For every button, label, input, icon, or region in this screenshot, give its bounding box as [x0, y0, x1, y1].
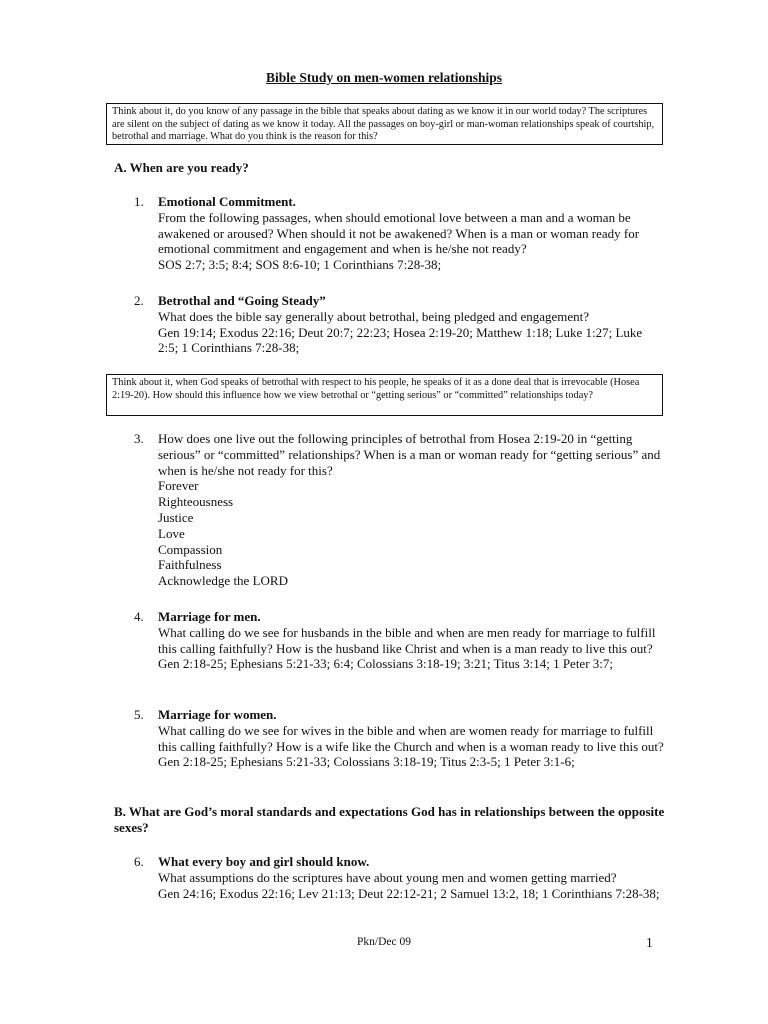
- principles-list: [158, 478, 664, 589]
- item-every-boy-girl: [134, 854, 664, 901]
- item-references: SOS 2:7; 3:5; 8:4; SOS 8:6-10; 1 Corinthians 7:28-38;: [158, 257, 442, 273]
- item-betrothal-principles: [134, 431, 664, 589]
- item-number: 4.: [134, 609, 144, 624]
- item-heading: Betrothal and “Going Steady”: [158, 293, 326, 308]
- item-references: Gen 24:16; Exodus 22:16; Lev 21:13; Deut 22:12-21; 2 Samuel 13:2, 18; 1 Corinthians 7:28-38;: [158, 885, 660, 901]
- item-emotional-commitment: [134, 194, 664, 273]
- item-heading: What every boy and girl should know.: [158, 854, 370, 869]
- list-item: Justice: [158, 509, 194, 525]
- item-heading: Marriage for men.: [158, 609, 261, 624]
- item-number: 3.: [134, 431, 144, 446]
- item-number: 5.: [134, 707, 144, 722]
- item-references: Gen 2:18-25; Ephesians 5:21-33; Colossians 3:18-19; Titus 2:3-5; 1 Peter 3:1-6;: [158, 754, 575, 770]
- list-item: Faithfulness: [158, 557, 222, 573]
- item-number: 2.: [134, 293, 144, 308]
- item-marriage-women: [134, 707, 664, 770]
- item-heading: Marriage for women.: [158, 707, 277, 722]
- section-a-heading: A. When are you ready?: [114, 160, 249, 175]
- item-marriage-men: [134, 609, 664, 672]
- item-text: From the following passages, when should emotional love between a man and a woman be awakened or aroused? When should it not be awakened? When is a man or woman ready for emotional commitment and engagement and when is he/she not ready?: [158, 209, 640, 257]
- item-text: What assumptions do the scriptures have about young men and women getting married?: [158, 869, 617, 885]
- page-number: 1: [646, 935, 653, 950]
- item-number: 6.: [134, 854, 144, 869]
- section-b-heading: B. What are God’s moral standards and expectations God has in relationships between the opposite sexes?: [114, 804, 665, 835]
- list-item: Righteousness: [158, 494, 234, 510]
- item-betrothal: [134, 293, 664, 356]
- list-item: Forever: [158, 478, 199, 494]
- list-item: Love: [158, 525, 185, 541]
- page-title: Bible Study on men-women relationships: [265, 70, 503, 85]
- item-references: Gen 19:14; Exodus 22:16; Deut 20:7; 22:23; Hosea 2:19-20; Matthew 1:18; Luke 1:27; Luke 2:5; 1 Corinthians 7:28-38;: [158, 324, 643, 356]
- item-number: 1.: [134, 194, 144, 209]
- think-box-dating: Think about it, do you know of any passage in the bible that speaks about dating as we know it in our world today? The scriptures are silent on the subject of dating as we know it today. All the passages on boy-girl or man-woman relationships speak of courtship, betrothal and marriage. What do you think is the reason for this?: [106, 103, 663, 145]
- list-item: Acknowledge the LORD: [158, 573, 288, 589]
- item-text: How does one live out the following principles of betrothal from Hosea 2:19-20 in “getting serious” or “committed” relationships? When is a man or woman ready for “getting serious” and when is he/she not ready for this?: [158, 431, 661, 478]
- item-heading: Emotional Commitment.: [158, 194, 296, 209]
- item-text: What calling do we see for husbands in the bible and when are men ready for marriage to fulfill this calling faithfully? How is the husband like Christ and when is a man ready to live this out?: [158, 624, 656, 656]
- item-references: Gen 2:18-25; Ephesians 5:21-33; 6:4; Colossians 3:18-19; 3:21; Titus 3:14; 1 Peter 3:7;: [158, 656, 614, 672]
- item-text: What calling do we see for wives in the bible and when are women ready for marriage to fulfill this calling faithfully? How is a wife like the Church and when is a woman ready to live this out?: [158, 722, 664, 754]
- think-box-betrothal: Think about it, when God speaks of betrothal with respect to his people, he speaks of it as a done deal that is irrevocable (Hosea 2:19-20). How should this influence how we view betrothal or “getting serious” or “committed” relationships today?: [106, 374, 663, 416]
- footer-author-date: Pkn/Dec 09: [357, 936, 411, 948]
- list-item: Compassion: [158, 541, 223, 557]
- item-text: What does the bible say generally about betrothal, being pledged and engagement?: [158, 308, 590, 324]
